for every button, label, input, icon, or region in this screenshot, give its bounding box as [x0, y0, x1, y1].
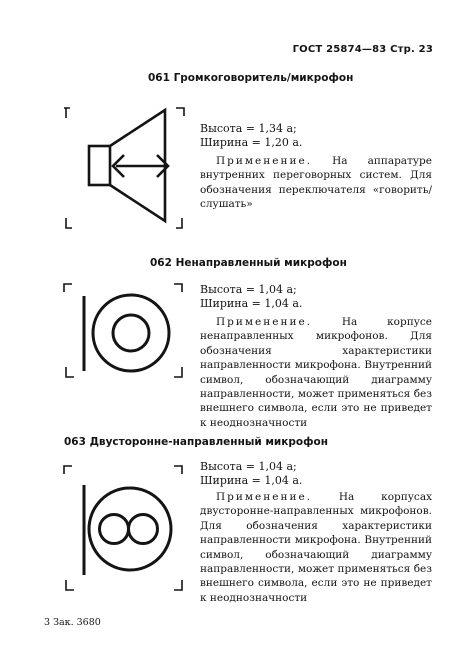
height-spec-063: Высота = 1,04 a;: [200, 460, 297, 473]
section-title-062: 062 Ненаправленный микрофон: [150, 257, 347, 269]
width-spec-063: Ширина = 1,04 a.: [200, 474, 303, 487]
section-title-061: 061 Громкоговоритель/микрофон: [148, 72, 354, 84]
application-note-061: [200, 154, 432, 212]
bidirectional-microphone-icon: [84, 485, 171, 575]
loudspeaker-microphone-icon: [89, 110, 168, 221]
height-spec-061: Высота = 1,34 a;: [200, 122, 297, 135]
application-text-063: На корпусах двусторонне-направленных микрофонов. Для обозначения характеристики направленности микрофона. Внутренний символ, обозначающий диаграмму направленности, может применяться без внешнего символа, если это не приведет к неоднозначности: [200, 491, 432, 604]
height-spec-062: Высота = 1,04 a;: [200, 283, 297, 296]
application-label-061: Применение.: [216, 155, 313, 167]
page-footer: 3 Зак. 3680: [44, 617, 101, 628]
application-label-063: Применение.: [216, 491, 313, 503]
application-note-063: [200, 490, 432, 605]
crop-marks-062: [64, 284, 182, 377]
section-title-063: 063 Двусторонне-направленный микрофон: [64, 436, 329, 448]
crop-marks-063: [64, 466, 182, 590]
width-spec-061: Ширина = 1,20 a.: [200, 136, 303, 149]
width-spec-062: Ширина = 1,04 a.: [200, 297, 303, 310]
application-text-061: На аппаратуре внутренних переговорных систем. Для обозначения переключателя «говорить/слушать»: [200, 155, 432, 211]
page-header: ГОСТ 25874—83 Стр. 23: [292, 44, 433, 55]
omnidirectional-microphone-icon: [84, 295, 169, 371]
application-text-062: На корпусе ненаправленных микрофонов. Для обозначения характеристики направленности микрофона. Внутренний символ, обозначающий диаграмму направленности, может применяться без внешнего символа, если это не приведет к неоднозначности: [200, 316, 432, 429]
application-note-062: [200, 315, 432, 430]
application-label-062: Применение.: [216, 316, 313, 328]
